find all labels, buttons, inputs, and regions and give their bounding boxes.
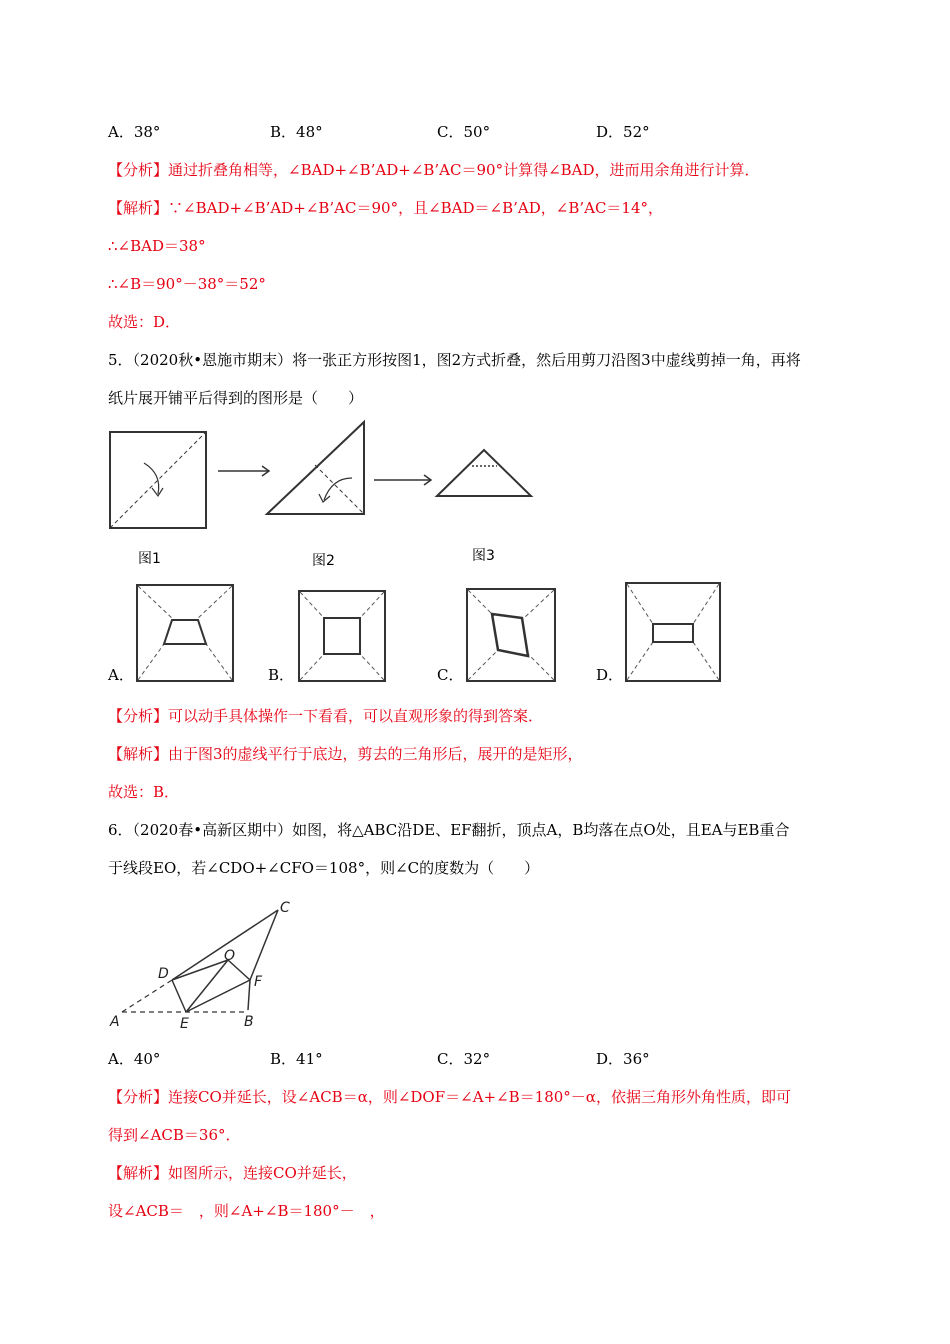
- q6-solution: 【解析】如图所示，连接CO并延长，: [108, 1164, 357, 1182]
- q6-solution-line2: 设∠ACB＝ ，则∠A+∠B＝180°－ ，: [108, 1202, 385, 1220]
- q6-stem-line2: 于线段EO，若∠CDO+∠CFO＝108°，则∠C的度数为（ ）: [108, 859, 540, 877]
- q5-option-d-figure: [625, 582, 721, 682]
- q5-analysis: 【分析】可以动手具体操作一下看看，可以直观形象的得到答案．: [108, 707, 544, 725]
- q6-choice-c: C．32°: [437, 1050, 491, 1068]
- point-e-label: E: [180, 1016, 189, 1032]
- q5-option-c-figure: [466, 588, 556, 682]
- point-f-label: F: [254, 974, 263, 990]
- q5-solution: 【解析】由于图3的虚线平行于底边，剪去的三角形后，展开的是矩形，: [108, 745, 583, 763]
- fig1-square: [110, 432, 206, 528]
- q4-analysis: 【分析】通过折叠角相等，∠BAD+∠B’AD+∠B’AC＝90°计算得∠BAD，进而用余角进行计算．: [108, 161, 760, 179]
- q4-choice-b: B．48°: [270, 123, 323, 141]
- q6-analysis: 【分析】连接CO并延长，设∠ACB＝α，则∠DOF＝∠A+∠B＝180°－α，依据三角形外角性质，即可: [108, 1088, 791, 1106]
- point-c-label: C: [280, 900, 290, 916]
- q5-stem-line2: 纸片展开铺平后得到的图形是（ ）: [108, 389, 364, 407]
- q5-option-b-label: B．: [268, 666, 295, 684]
- q4-solution-line2: ∴∠BAD＝38°: [108, 237, 206, 255]
- q4-choice-c: C．50°: [437, 123, 491, 141]
- point-o-label: O: [224, 948, 236, 964]
- q6-stem-line1: 6．（2020春•高新区期中）如图，将△ABC沿DE、EF翻折，顶点A，B均落在点O处，且EA与EB重合: [108, 821, 790, 839]
- solution-tag: 【解析】: [108, 199, 169, 217]
- q6-choice-d: D．36°: [596, 1050, 650, 1068]
- fig2-label: 图2: [312, 553, 335, 569]
- q5-stem-line1: 5．（2020秋•恩施市期末）将一张正方形按图1，图2方式折叠，然后用剪刀沿图3中虚线剪掉一角，再将: [108, 351, 801, 369]
- point-a-label: A: [110, 1014, 120, 1030]
- q4-solution-line3: ∴∠B＝90°－38°＝52°: [108, 275, 266, 293]
- fig3-triangle: [437, 450, 531, 496]
- q4-answer: 故选：D．: [108, 313, 181, 331]
- q5-option-a-figure: [136, 584, 234, 682]
- q5-option-a-label: A．: [108, 666, 134, 684]
- analysis-tag: 【分析】: [108, 161, 169, 179]
- q5-answer: 故选：B．: [108, 783, 180, 801]
- arrow-2: [374, 475, 431, 485]
- point-b-label: B: [244, 1014, 254, 1030]
- q5-option-b-figure: [298, 590, 386, 682]
- q4-choice-a: A．38°: [108, 123, 161, 141]
- q5-folding-figures: [100, 418, 550, 538]
- arrow-1: [218, 466, 269, 476]
- q6-choice-b: B．41°: [270, 1050, 323, 1068]
- q4-choice-d: D．52°: [596, 123, 650, 141]
- point-d-label: D: [158, 966, 169, 982]
- fig1-label: 图1: [138, 551, 161, 567]
- q6-choice-a: A．40°: [108, 1050, 161, 1068]
- fig3-label: 图3: [472, 548, 495, 564]
- q5-option-d-label: D．: [596, 666, 624, 684]
- q5-option-c-label: C．: [437, 666, 464, 684]
- q4-solution: 【解析】∵∠BAD+∠B’AD+∠B’AC＝90°，且∠BAD＝∠B’AD，∠B’AC＝14°，: [108, 199, 664, 217]
- q6-analysis-line2: 得到∠ACB＝36°．: [108, 1126, 241, 1144]
- q6-triangle-figure: [104, 894, 304, 1034]
- fig2-triangle: [267, 422, 364, 514]
